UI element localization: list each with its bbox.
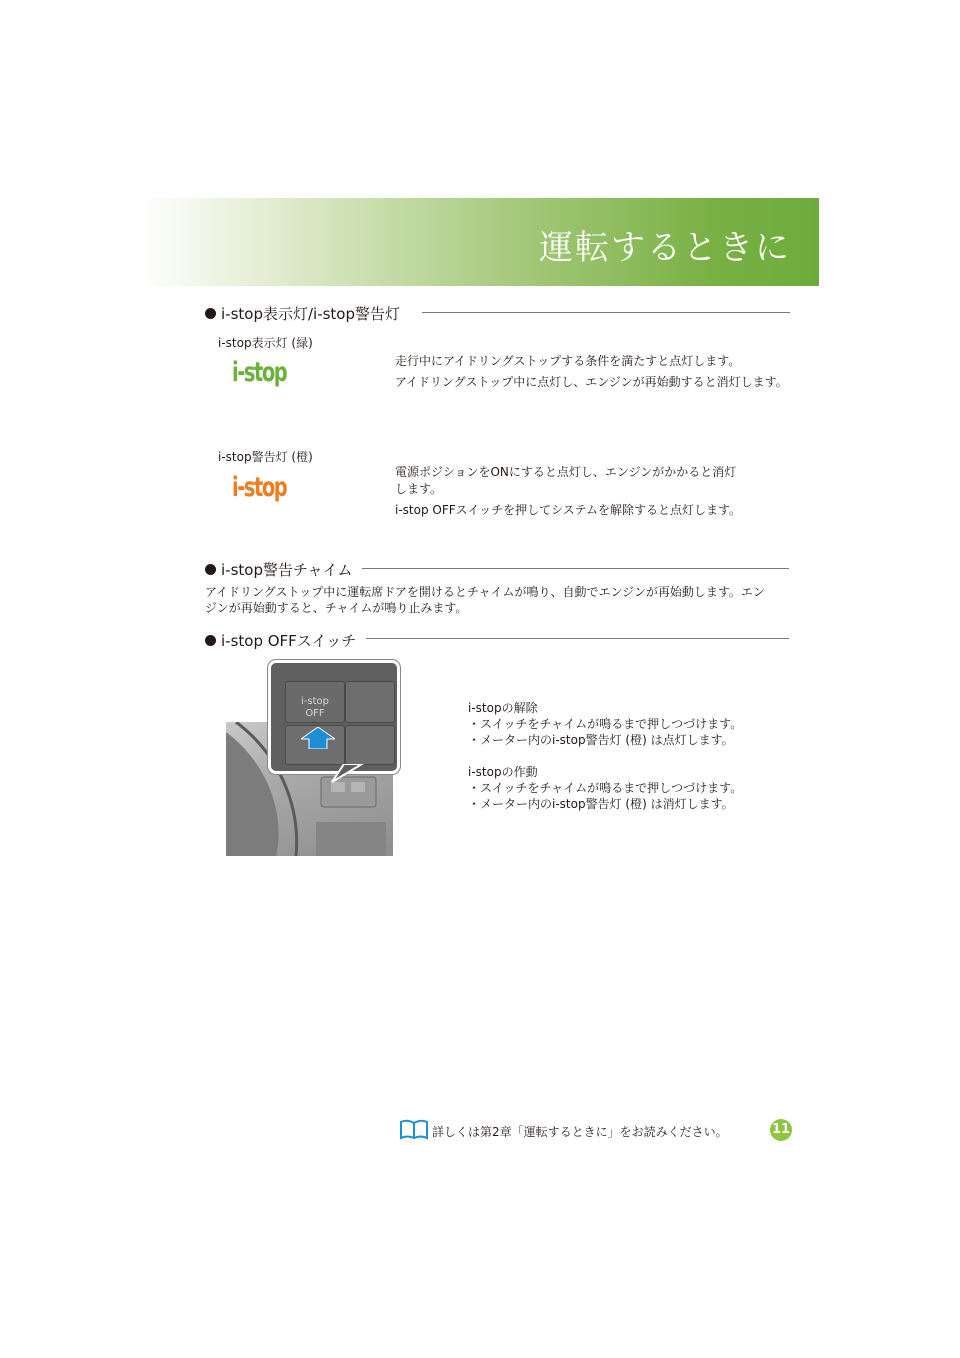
section-heading-text: i-stop表示灯/i-stop警告灯 bbox=[221, 305, 401, 323]
orange-warning-label: i-stop警告灯 (橙) bbox=[218, 450, 313, 464]
switch-closeup-callout bbox=[268, 660, 400, 774]
adjacent-switch bbox=[345, 725, 395, 765]
adjacent-switch bbox=[345, 681, 395, 723]
desc-line: アイドリングストップ中に運転席ドアを開けるとチャイムが鳴り、自動でエンジンが再始動します。エン bbox=[205, 585, 765, 599]
activate-step: ・メーター内のi-stop警告灯 (橙) は消灯します。 bbox=[468, 797, 734, 811]
section-heading-text: i-stop OFFスイッチ bbox=[221, 632, 357, 650]
switch-label-line: i-stop bbox=[301, 696, 329, 707]
callout-pointer bbox=[330, 764, 364, 784]
switch-instructions bbox=[468, 700, 742, 812]
istop-off-switch[interactable] bbox=[285, 681, 345, 723]
cancel-title: i-stopの解除 bbox=[468, 701, 538, 715]
istop-off-switch-label bbox=[286, 696, 344, 720]
bullet-icon bbox=[205, 564, 216, 575]
section-heading-text: i-stop警告チャイム bbox=[221, 561, 353, 579]
switch-label-line: OFF bbox=[305, 708, 325, 719]
activate-title: i-stopの作動 bbox=[468, 765, 538, 779]
istop-green-indicator-icon: i-stop bbox=[232, 357, 287, 388]
book-icon bbox=[399, 1118, 429, 1140]
activate-step: ・スイッチをチャイムが鳴るまで押しつづけます。 bbox=[468, 781, 743, 795]
divider bbox=[422, 312, 790, 313]
istop-orange-warning-icon: i-stop bbox=[232, 472, 287, 503]
bullet-icon bbox=[205, 308, 216, 319]
green-indicator-label: i-stop表示灯 (緑) bbox=[218, 336, 313, 350]
desc-line: ジンが再始動すると、チャイムが鳴り止みます。 bbox=[205, 601, 468, 615]
desc-line: i-stop OFFスイッチを押してシステムを解除すると点灯します。 bbox=[395, 503, 742, 517]
chapter-banner bbox=[140, 198, 819, 286]
divider bbox=[366, 638, 789, 639]
cancel-step: ・メーター内のi-stop警告灯 (橙) は点灯します。 bbox=[468, 733, 734, 747]
desc-line: 電源ポジションをONにすると点灯し、エンジンがかかると消灯 bbox=[395, 465, 737, 479]
divider bbox=[362, 568, 789, 569]
desc-line: 走行中にアイドリングストップする条件を満たすと点灯します。 bbox=[395, 354, 741, 368]
chime-description bbox=[205, 584, 795, 616]
section-heading-indicator-lights bbox=[205, 303, 400, 324]
page-number: 11 bbox=[770, 1119, 792, 1141]
green-indicator-description bbox=[395, 353, 788, 391]
press-arrow-icon bbox=[301, 727, 335, 749]
section-heading-off-switch bbox=[205, 630, 356, 651]
footer-reference: 詳しくは第2章「運転するときに」をお読みください。 bbox=[432, 1125, 728, 1139]
desc-line: します。 bbox=[395, 482, 443, 496]
desc-line: アイドリングストップ中に点灯し、エンジンが再始動すると消灯します。 bbox=[395, 375, 788, 389]
bullet-icon bbox=[205, 635, 216, 646]
section-heading-chime bbox=[205, 559, 353, 580]
chapter-title: 運転するときに bbox=[539, 228, 791, 268]
orange-warning-description bbox=[395, 464, 741, 519]
cancel-step: ・スイッチをチャイムが鳴るまで押しつづけます。 bbox=[468, 717, 743, 731]
